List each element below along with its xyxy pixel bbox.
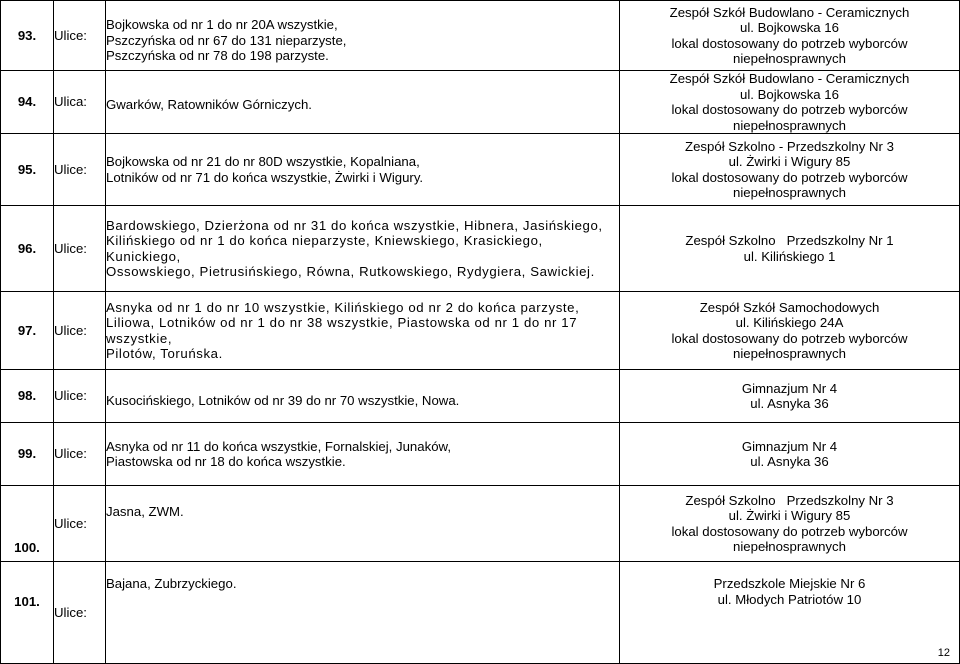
street-line: Ossowskiego, Pietrusińskiego, Równa, Rutkowskiego, Rydygiera, Sawickiej. bbox=[106, 264, 595, 279]
polling-station-cell bbox=[620, 370, 960, 423]
district-number: 93. bbox=[1, 1, 54, 71]
street-line: Jasna, ZWM. bbox=[106, 504, 184, 519]
table-row bbox=[1, 71, 960, 134]
polling-station-cell bbox=[620, 71, 960, 134]
district-number: 100. bbox=[1, 486, 54, 562]
table-row bbox=[1, 292, 960, 370]
streets-cell bbox=[106, 370, 620, 423]
station-line: lokal dostosowany do potrzeb wyborców bbox=[671, 330, 908, 346]
polling-station-cell bbox=[620, 486, 960, 562]
streets-cell bbox=[106, 486, 620, 562]
streets-cell bbox=[106, 292, 620, 370]
station-line: Zespół Szkół Budowlano - Ceramicznych bbox=[669, 4, 910, 20]
street-line: Liliowa, Lotników od nr 1 do nr 38 wszystkie, Piastowska od nr 1 do nr 17 wszystkie, bbox=[106, 315, 578, 346]
station-line: niepełnosprawnych bbox=[733, 51, 846, 66]
streets-label: Ulice: bbox=[54, 1, 106, 71]
station-line: lokal dostosowany do potrzeb wyborców bbox=[671, 523, 908, 539]
streets-label: Ulice: bbox=[54, 423, 106, 486]
station-line: ul. Asnyka 36 bbox=[750, 454, 829, 469]
station-line: lokal dostosowany do potrzeb wyborców bbox=[671, 35, 908, 51]
streets-cell bbox=[106, 423, 620, 486]
station-line: Zespół Szkolno Przedszkolny Nr 1 bbox=[685, 233, 894, 248]
streets-label: Ulice: bbox=[54, 562, 106, 664]
station-line: niepełnosprawnych bbox=[733, 346, 846, 361]
streets-label: Ulica: bbox=[54, 71, 106, 134]
street-line: Piastowska od nr 18 do końca wszystkie. bbox=[106, 454, 346, 469]
polling-station-cell bbox=[620, 292, 960, 370]
station-line: ul. Kilińskiego 1 bbox=[743, 248, 836, 264]
polling-station-cell bbox=[620, 562, 960, 664]
table-row bbox=[1, 134, 960, 206]
districts-table-body bbox=[1, 1, 960, 664]
district-number: 101. bbox=[1, 562, 54, 664]
street-line: Asnyka od nr 11 do końca wszystkie, Fornalskiej, Junaków, bbox=[106, 438, 451, 454]
street-line: Lotników od nr 71 do końca wszystkie, Żwirki i Wigury. bbox=[106, 169, 424, 185]
street-line: Bojkowska od nr 1 do nr 20A wszystkie, bbox=[106, 17, 338, 32]
station-line: Gimnazjum Nr 4 bbox=[741, 380, 838, 396]
street-line: Gwarków, Ratowników Górniczych. bbox=[106, 97, 312, 113]
district-number: 97. bbox=[1, 292, 54, 370]
station-line: niepełnosprawnych bbox=[733, 117, 846, 133]
table-row bbox=[1, 206, 960, 292]
station-line: Gimnazjum Nr 4 bbox=[741, 438, 838, 454]
street-line: Pszczyńska od nr 67 do 131 nieparzyste, bbox=[106, 32, 347, 48]
streets-label: Ulice: bbox=[54, 206, 106, 292]
station-line: Zespół Szkół Samochodowych bbox=[699, 299, 880, 315]
streets-cell bbox=[106, 206, 620, 292]
district-number: 99. bbox=[1, 423, 54, 486]
streets-label: Ulice: bbox=[54, 486, 106, 562]
table-row bbox=[1, 370, 960, 423]
page-number: 12 bbox=[937, 647, 950, 659]
streets-cell bbox=[106, 1, 620, 71]
street-line: Pszczyńska od nr 78 do 198 parzyste. bbox=[106, 48, 329, 63]
station-line: lokal dostosowany do potrzeb wyborców bbox=[671, 102, 908, 117]
station-line: niepełnosprawnych bbox=[733, 185, 846, 200]
table-row bbox=[1, 423, 960, 486]
polling-station-cell bbox=[620, 206, 960, 292]
station-line: ul. Bojkowska 16 bbox=[740, 20, 839, 35]
polling-station-cell bbox=[620, 134, 960, 206]
district-number: 95. bbox=[1, 134, 54, 206]
table-row bbox=[1, 562, 960, 664]
polling-station-cell bbox=[620, 423, 960, 486]
table-row bbox=[1, 1, 960, 71]
streets-cell bbox=[106, 562, 620, 664]
district-number: 96. bbox=[1, 206, 54, 292]
station-line: ul. Żwirki i Wigury 85 bbox=[728, 508, 851, 523]
district-number: 94. bbox=[1, 71, 54, 134]
station-line: Zespół Szkół Budowlano - Ceramicznych bbox=[669, 71, 910, 86]
polling-station-cell bbox=[620, 1, 960, 71]
station-line: ul. Bojkowska 16 bbox=[740, 86, 839, 102]
street-line: Pilotów, Toruńska. bbox=[106, 346, 223, 361]
station-line: Przedszkole Miejskie Nr 6 bbox=[713, 576, 866, 591]
streets-label: Ulice: bbox=[54, 134, 106, 206]
station-line: Zespół Szkolno Przedszkolny Nr 3 bbox=[685, 492, 894, 508]
station-line: ul. Żwirki i Wigury 85 bbox=[728, 154, 851, 169]
streets-cell bbox=[106, 71, 620, 134]
station-line: ul. Kilińskiego 24A bbox=[735, 315, 844, 330]
streets-label: Ulice: bbox=[54, 292, 106, 370]
streets-cell bbox=[106, 134, 620, 206]
station-line: ul. Młodych Patriotów 10 bbox=[717, 591, 862, 607]
street-line: Asnyka od nr 1 do nr 10 wszystkie, Kilińskiego od nr 2 do końca parzyste, bbox=[106, 299, 580, 315]
table-row bbox=[1, 486, 960, 562]
station-line: niepełnosprawnych bbox=[733, 539, 846, 554]
station-line: ul. Asnyka 36 bbox=[750, 396, 829, 411]
street-line: Bardowskiego, Dzierżona od nr 31 do końca wszystkie, Hibnera, Jasińskiego, bbox=[106, 217, 603, 233]
streets-label: Ulice: bbox=[54, 370, 106, 423]
station-line: Zespół Szkolno - Przedszkolny Nr 3 bbox=[685, 138, 894, 154]
street-line: Kusocińskiego, Lotników od nr 39 do nr 70 wszystkie, Nowa. bbox=[106, 393, 460, 409]
street-line: Kilińskiego od nr 1 do końca nieparzyste, Kniewskiego, Krasickiego, Kunickiego, bbox=[106, 233, 543, 264]
station-line: lokal dostosowany do potrzeb wyborców bbox=[671, 169, 908, 185]
street-line: Bojkowska od nr 21 do nr 80D wszystkie, Kopalniana, bbox=[106, 154, 420, 169]
street-line: Bajana, Zubrzyckiego. bbox=[106, 576, 237, 591]
district-number: 98. bbox=[1, 370, 54, 423]
